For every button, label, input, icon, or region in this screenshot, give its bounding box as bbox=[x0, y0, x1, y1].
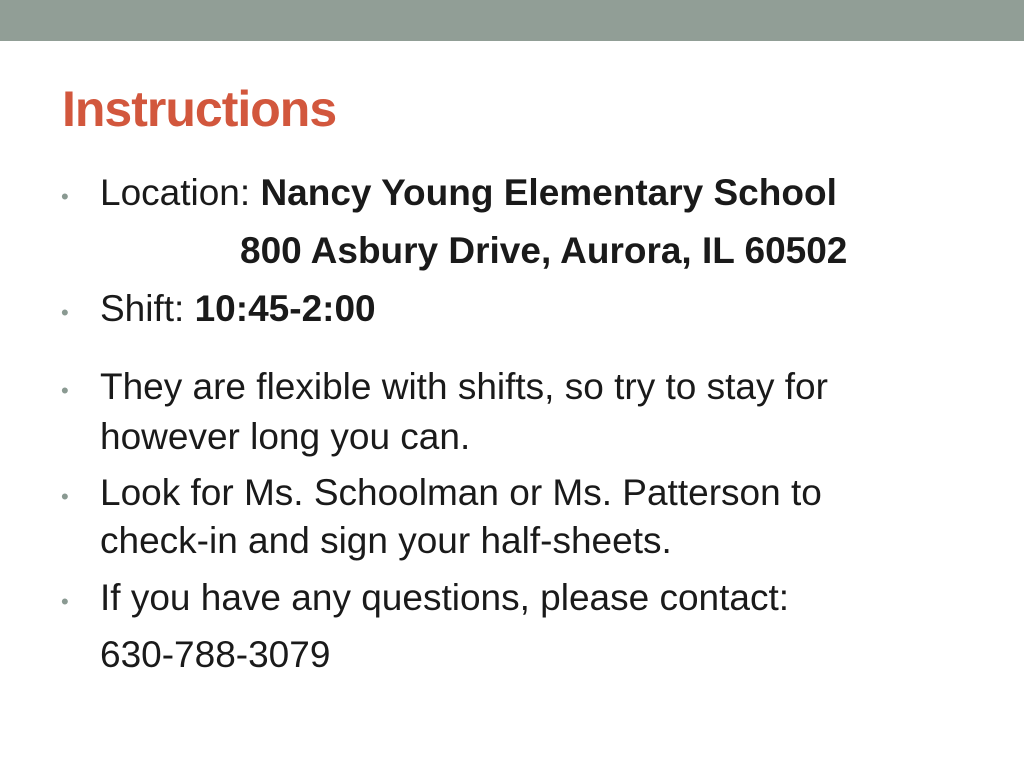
contact-phone: 630-788-3079 bbox=[100, 634, 331, 675]
location-text bbox=[100, 174, 837, 211]
location-school: Nancy Young Elementary School bbox=[260, 172, 837, 213]
shift-time: 10:45-2:00 bbox=[194, 288, 376, 329]
bullet-dot: • bbox=[61, 589, 69, 614]
flexible-line-2: however long you can. bbox=[100, 416, 471, 457]
bullet-dot: • bbox=[61, 300, 69, 325]
shift-label: Shift: bbox=[100, 288, 195, 329]
bullet-dot: • bbox=[61, 378, 69, 403]
shift-text bbox=[100, 290, 376, 327]
contact-line-1: If you have any questions, please contact: bbox=[100, 577, 790, 618]
checkin-line-1: Look for Ms. Schoolman or Ms. Patterson to bbox=[100, 472, 822, 513]
location-address: 800 Asbury Drive, Aurora, IL 60502 bbox=[240, 230, 848, 271]
bullet-dot: • bbox=[61, 484, 69, 509]
slide-title: Instructions bbox=[62, 81, 337, 137]
location-label: Location: bbox=[100, 172, 261, 213]
bullet-dot: • bbox=[61, 184, 69, 209]
top-banner bbox=[0, 0, 1024, 41]
flexible-line-1: They are flexible with shifts, so try to stay for bbox=[100, 366, 828, 407]
checkin-line-2: check-in and sign your half-sheets. bbox=[100, 520, 672, 561]
